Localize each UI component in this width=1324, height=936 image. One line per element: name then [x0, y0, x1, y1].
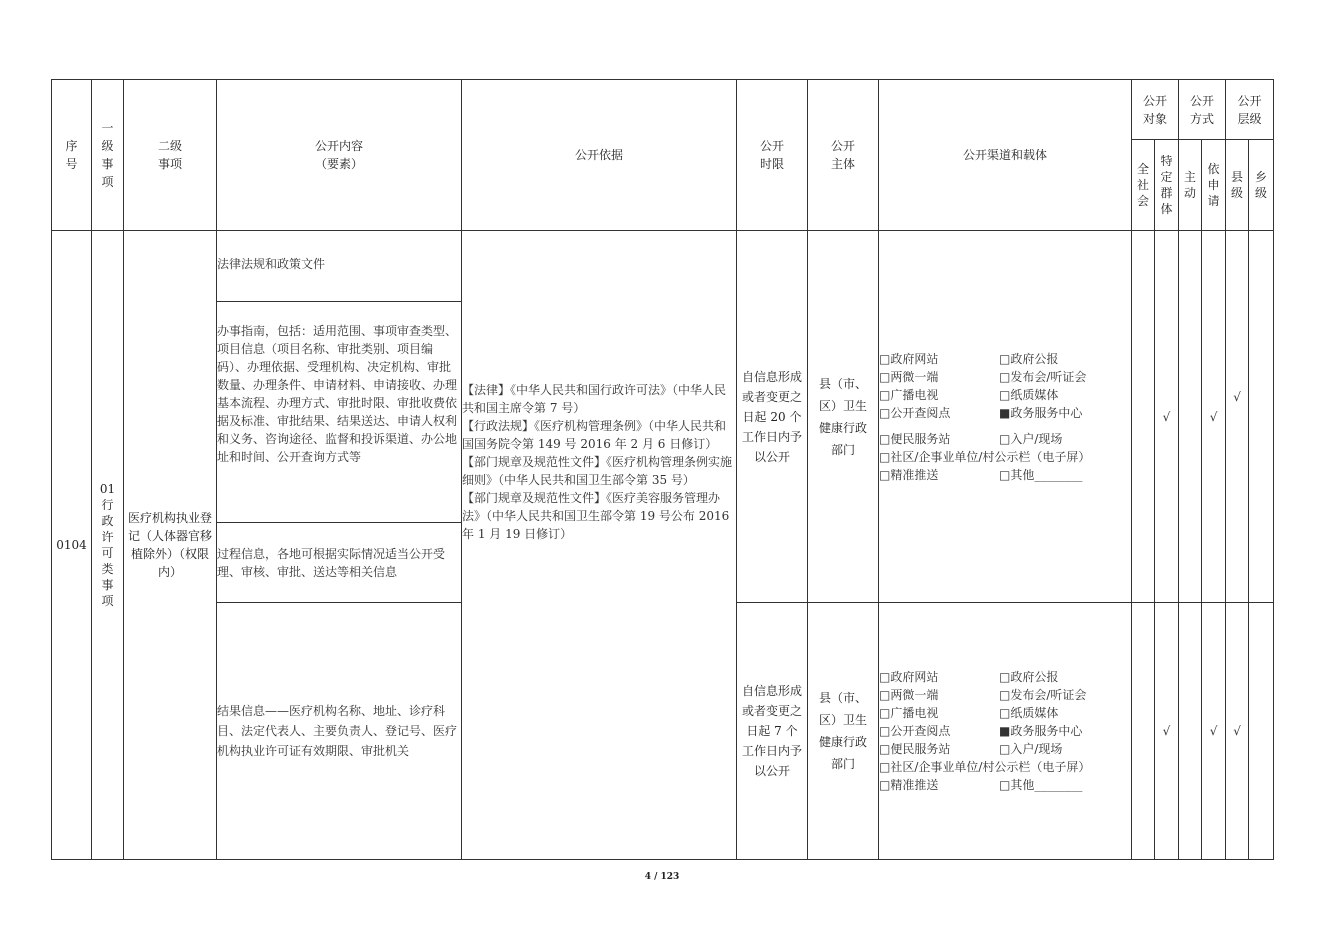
- content-guide-text: 办事指南，包括：适用范围、事项审查类型、项目信息（项目名称、审批类别、项目编码）、办理依据、受理机构、决定机构、审批数量、办理条件、申请材料、申请接收、办理基本流程、办理方式、审批时限、审批收费依据及标准、审批结果、结果送达、申请人权利和义务、咨询途径、监督和投诉渠道、办公地址和时间、公开查询方式等: [217, 324, 458, 464]
- header-target-text: 公开 对象: [1143, 93, 1168, 126]
- header-basis-text: 公开依据: [574, 148, 623, 162]
- basis-item: 【部门规章及规范性文件】《医疗美容服务管理办法》（中华人民共和国卫生部令第 19 号公布 2016 年 1 月 19 日修订）: [462, 491, 730, 541]
- check-mark: √: [1233, 724, 1241, 738]
- channel-door: □入户/现场: [999, 431, 1063, 446]
- channel-two-one: □两微一端: [879, 688, 939, 702]
- header-time-text: 公开 时限: [759, 139, 784, 171]
- channel-gov-gazette: □政府公报: [999, 670, 1059, 684]
- check-all-society-a: [1132, 231, 1155, 603]
- channel-bulletin: □社区/企事业单位/村公示栏（电子屏）: [879, 449, 1091, 464]
- header-township: [1249, 140, 1274, 231]
- level1-value: 01 行 政 许 可 类 事 项: [99, 482, 116, 608]
- channel-gov-site: □政府网站: [879, 351, 939, 366]
- header-level1-text: 一 级 事 项: [101, 121, 114, 189]
- cell-time-a: [737, 231, 808, 603]
- channel-precise: □精准推送: [879, 778, 939, 792]
- header-active: [1179, 140, 1202, 231]
- check-specific-group-a: [1155, 231, 1179, 603]
- header-township-text: 乡 级: [1255, 170, 1268, 200]
- channel-service-center: ■政务服务中心: [999, 724, 1083, 738]
- basis-item: 【法律】《中华人民共和国行政许可法》（中华人民共和国主席令第 7 号）: [462, 383, 727, 415]
- basis-item: 【行政法规】《医疗机构管理条例》（中华人民共和国国务院令第 149 号 2016 年 2 月 6 日修订）: [462, 419, 727, 451]
- header-content: [217, 80, 462, 231]
- header-all-society-text: 全 社 会: [1136, 162, 1149, 208]
- time-b-value: 自信息形成或者变更之日起 7 个工作日内予以公开: [741, 684, 802, 778]
- header-on-request: [1202, 140, 1226, 231]
- channel-paper: □纸质媒体: [999, 387, 1059, 402]
- header-target: [1132, 80, 1179, 140]
- cell-basis: [462, 231, 737, 860]
- header-content-text: 公开内容 （要素）: [314, 139, 363, 171]
- channel-press: □发布会/听证会: [999, 369, 1087, 384]
- time-a-value: 自信息形成或者变更之日起 20 个工作日内予以公开: [741, 369, 802, 464]
- basis-item: 【部门规章及规范性文件】《医疗机构管理条例实施细则》（中华人民共和国卫生部令第 35 号）: [462, 455, 733, 487]
- header-specific-group-text: 特 定 群 体: [1160, 154, 1173, 216]
- check-county-a: [1226, 231, 1249, 603]
- cell-channels-a: [879, 231, 1132, 603]
- header-subject-text: 公开 主体: [830, 139, 855, 171]
- channel-broadcast: □广播电视: [879, 706, 939, 720]
- check-on-request-b: [1202, 603, 1226, 860]
- channel-service-center: ■政务服务中心: [999, 405, 1083, 420]
- header-level-text: 公开 层级: [1237, 93, 1262, 126]
- cell-seq: [52, 231, 92, 860]
- content-laws: [217, 231, 462, 302]
- header-on-request-text: 依 申 请: [1207, 162, 1220, 208]
- channel-convenience: □便民服务站: [879, 742, 951, 756]
- header-seq: [52, 80, 92, 231]
- channel-bulletin: □社区/企事业单位/村公示栏（电子屏）: [879, 760, 1091, 774]
- check-township-b: [1249, 603, 1274, 860]
- header-level2: [124, 80, 217, 231]
- check-county-b: [1226, 603, 1249, 860]
- level2-value: 医疗机构执业登记（人体器官移植除外）（权限内）: [128, 511, 213, 579]
- channel-two-one: □两微一端: [879, 369, 939, 384]
- channel-gov-gazette: □政府公报: [999, 351, 1059, 366]
- content-laws-text: 法律法规和政策文件: [217, 257, 326, 271]
- header-all-society: [1132, 140, 1155, 231]
- header-county: [1226, 140, 1249, 231]
- check-mark: √: [1233, 389, 1241, 404]
- channel-public-query: □公开查阅点: [879, 405, 951, 420]
- cell-subject-b: [808, 603, 879, 860]
- channel-press: □发布会/听证会: [999, 688, 1087, 702]
- header-time: [737, 80, 808, 231]
- check-mark: √: [1162, 724, 1171, 738]
- page-number: 4 / 123: [644, 872, 680, 882]
- header-county-text: 县 级: [1231, 170, 1244, 200]
- content-process-text: 过程信息，各地可根据实际情况适当公开受理、审核、审批、送达等相关信息: [217, 546, 446, 579]
- content-process: [217, 523, 462, 603]
- header-level: [1226, 80, 1274, 140]
- cell-level2: [124, 231, 217, 860]
- header-seq-text: 序 号: [65, 139, 78, 171]
- header-channels-text: 公开渠道和载体: [962, 148, 1047, 162]
- header-channels: [879, 80, 1132, 231]
- header-basis: [462, 80, 737, 231]
- channel-precise: □精准推送: [879, 467, 939, 482]
- header-mode-text: 公开 方式: [1190, 93, 1215, 126]
- check-township-a: [1249, 231, 1274, 603]
- header-specific-group: [1155, 140, 1179, 231]
- seq-value: 0104: [56, 538, 87, 552]
- header-level1: [92, 80, 124, 231]
- check-mark: √: [1162, 409, 1171, 424]
- content-result-text: 结果信息——医疗机构名称、地址、诊疗科目、法定代表人、主要负责人、登记号、医疗机构执业许可证有效期限、审批机关: [217, 704, 458, 758]
- disclosure-table: [51, 79, 1274, 860]
- check-specific-group-b: [1155, 603, 1179, 860]
- channel-convenience: □便民服务站: [879, 431, 951, 446]
- header-active-text: 主 动: [1184, 170, 1197, 200]
- header-subject: [808, 80, 879, 231]
- content-result: [217, 603, 462, 860]
- subject-a-value: 县（市、区）卫生健康行政部门: [818, 376, 867, 457]
- cell-level1: [92, 231, 124, 860]
- header-level2-text: 二级 事项: [157, 139, 182, 171]
- check-all-society-b: [1132, 603, 1155, 860]
- cell-time-b: [737, 603, 808, 860]
- cell-channels-b: [879, 603, 1132, 860]
- check-active-a: [1179, 231, 1202, 603]
- channel-other: □其他________: [999, 778, 1083, 792]
- cell-subject-a: [808, 231, 879, 603]
- check-on-request-a: [1202, 231, 1226, 603]
- channel-gov-site: □政府网站: [879, 670, 939, 684]
- subject-b-value: 县（市、区）卫生健康行政部门: [818, 691, 867, 771]
- check-mark: √: [1209, 409, 1218, 424]
- channel-broadcast: □广播电视: [879, 387, 939, 402]
- channel-paper: □纸质媒体: [999, 706, 1059, 720]
- channel-other: □其他________: [999, 467, 1083, 482]
- content-guide: [217, 302, 462, 523]
- header-mode: [1179, 80, 1226, 140]
- check-active-b: [1179, 603, 1202, 860]
- channel-public-query: □公开查阅点: [879, 724, 951, 738]
- channel-door: □入户/现场: [999, 742, 1063, 756]
- check-mark: √: [1209, 724, 1218, 738]
